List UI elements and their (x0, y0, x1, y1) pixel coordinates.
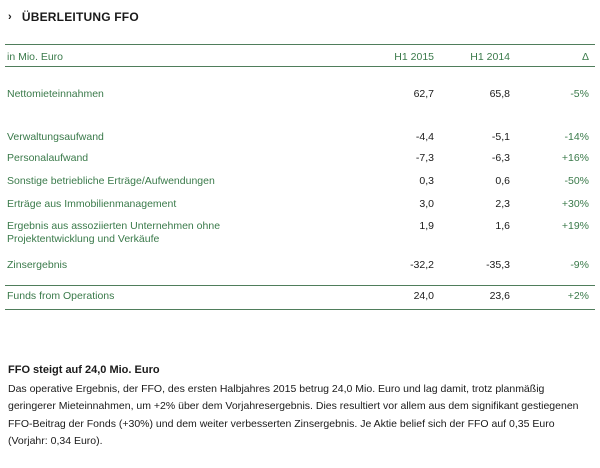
row-value-2014: 1,6 (495, 220, 510, 232)
row-delta: -5% (570, 88, 589, 100)
row-delta: +30% (561, 198, 589, 210)
row-value-2014: -5,1 (491, 131, 510, 143)
chevron-right-icon: › (8, 11, 12, 23)
row-label: Funds from Operations (7, 290, 115, 302)
row-label: Sonstige betriebliche Erträge/Aufwendungen (7, 175, 215, 187)
row-label-line-2: Projektentwicklung und Verkäufe (7, 233, 160, 245)
row-delta: +16% (561, 152, 589, 164)
table-top-rule (5, 44, 595, 45)
row-value-2014: -35,3 (486, 259, 510, 271)
row-value-2014: 23,6 (489, 290, 510, 302)
row-delta: +19% (561, 220, 589, 232)
row-delta: -9% (570, 259, 589, 271)
row-value-2015: 0,3 (419, 175, 434, 187)
row-value-2015: -4,4 (415, 131, 434, 143)
row-value-2014: 65,8 (489, 88, 510, 100)
section-paragraph: Das operative Ergebnis, der FFO, des ersten Halbjahres 2015 betrug 24,0 Mio. Euro und lag damit, trotz planmäßig geringerer Mieteinnahmen, um +2% über dem Vorjahresergebnis. Dies resultiert vor allem aus dem signifikant gestiegenen FFO-Beitrag der Fonds (+30%) und dem weiter verbesserten Zinsergebnis. Je Aktie belief sich der FFO auf 0,35 Euro (Vorjahr: 0,34 Euro). (8, 383, 579, 448)
table-total-rule-bottom (5, 309, 595, 310)
row-value-2015: -7,3 (415, 152, 434, 164)
row-delta: -50% (564, 175, 589, 187)
row-label: Nettomieteinnahmen (7, 88, 104, 100)
column-header-h1-2014: H1 2014 (470, 51, 510, 63)
table-header-rule (5, 66, 595, 67)
row-delta: +2% (567, 290, 589, 302)
row-label-line-1: Ergebnis aus assoziierten Unternehmen ohne (7, 220, 221, 232)
table-total-rule-top (5, 285, 595, 286)
row-value-2014: 0,6 (495, 175, 510, 187)
row-value-2014: -6,3 (491, 152, 510, 164)
row-value-2015: 3,0 (419, 198, 434, 210)
row-value-2015: 1,9 (419, 220, 434, 232)
row-value-2015: -32,2 (410, 259, 434, 271)
row-label: Verwaltungsaufwand (7, 131, 104, 143)
section-title: FFO steigt auf 24,0 Mio. Euro (8, 364, 160, 376)
row-value-2015: 24,0 (413, 290, 434, 302)
section-header-title: ÜBERLEITUNG FFO (21, 10, 139, 24)
column-header-label: in Mio. Euro (7, 51, 64, 63)
column-header-h1-2015: H1 2015 (394, 51, 434, 63)
row-delta: -14% (564, 131, 589, 143)
row-value-2015: 62,7 (413, 88, 434, 100)
row-label (7, 220, 307, 246)
row-label: Zinsergebnis (7, 259, 68, 271)
row-value-2014: 2,3 (495, 198, 510, 210)
row-label: Personalaufwand (7, 152, 89, 164)
row-label: Erträge aus Immobilienmanagement (7, 198, 177, 210)
column-header-delta: Δ (581, 51, 589, 63)
section-header (8, 8, 139, 26)
